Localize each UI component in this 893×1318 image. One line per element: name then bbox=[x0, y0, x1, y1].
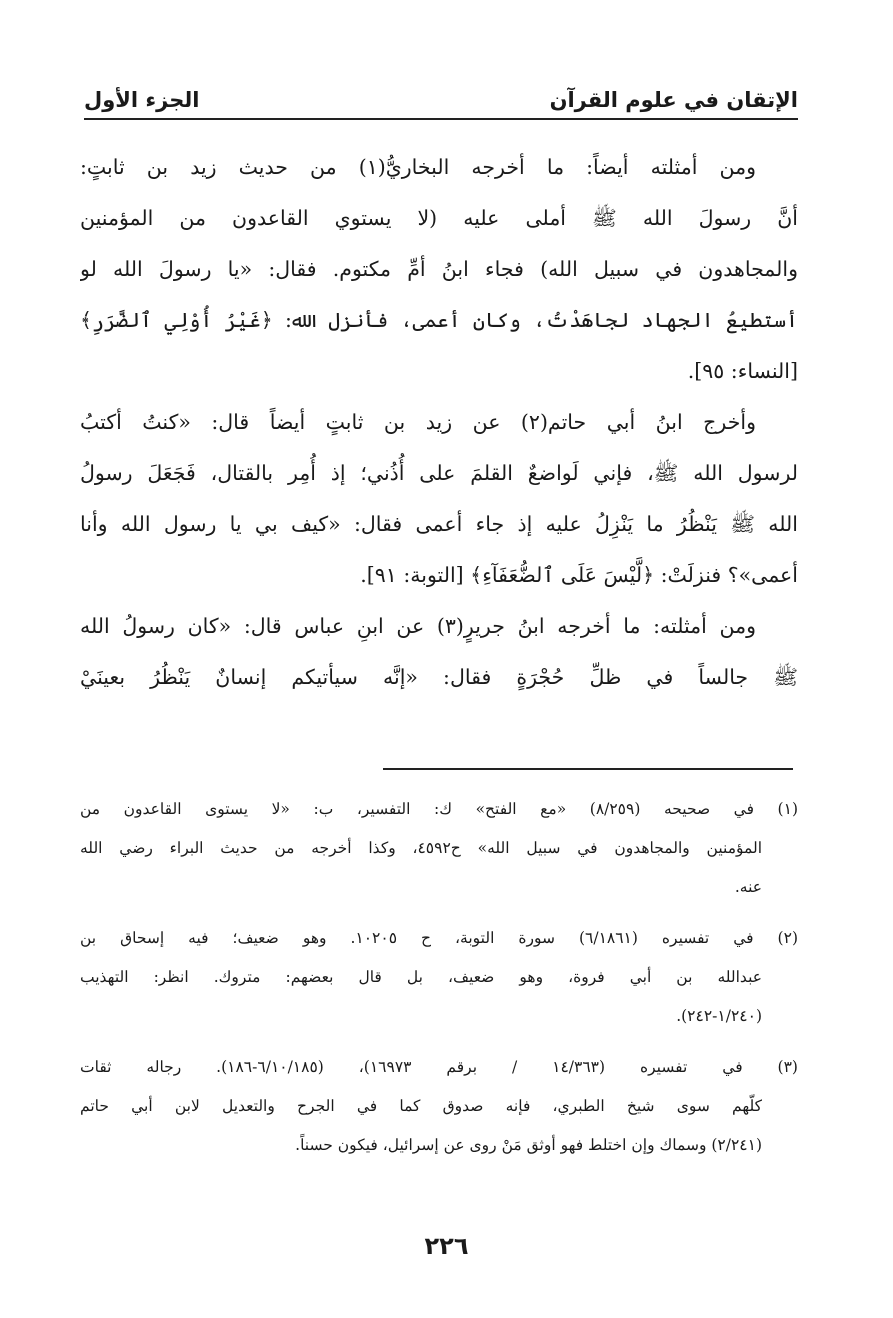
text-line: لرسول الله ﷺ، فإني لَواضعٌ القلمَ على أُذُني؛ إذ أُمِر بالقتال، فَجَعَلَ رسولُ bbox=[80, 461, 798, 485]
text-line: ﷺ جالساً في ظلِّ حُجْرَةٍ فقال: «إنَّه سيأتيكم إنسانٌ يَنْظُرُ بعينَيْ bbox=[80, 665, 798, 689]
footnote-line: (٢/٢٤١) وسماك وإن اختلط فهو أوثق مَنْ روى عن إسرائيل، فيكون حسناً. bbox=[295, 1136, 762, 1154]
text-line: أنَّ رسولَ الله ﷺ أملى عليه (لا يستوي القاعدون من المؤمنين bbox=[80, 206, 798, 230]
text-line: [النساء: ٩٥]. bbox=[687, 359, 798, 383]
footnotes bbox=[80, 790, 798, 1165]
text-line: وأخرج ابنُ أبي حاتم(٢) عن زيد بن ثابتٍ أيضاً قال: «كنتُ أكتبُ bbox=[80, 410, 756, 434]
footnote-separator bbox=[383, 768, 793, 770]
page-number: ٢٢٦ bbox=[424, 1232, 469, 1260]
text-line: أعمى»؟ فنزلَتْ: ﴿لَّيْسَ عَلَى ٱلضُّعَفَآءِ﴾ [التوبة: ٩١]. bbox=[360, 563, 798, 587]
running-header bbox=[84, 70, 798, 120]
text-line: والمجاهدون في سبيل الله) فجاء ابنُ أمِّ مكتوم. فقال: «يا رسولَ الله لو bbox=[80, 257, 798, 281]
footnote-line: عبدالله بن أبي فروة، وهو ضعيف، بل قال بعضهم: متروك. انظر: التهذيب bbox=[80, 968, 762, 986]
footnote-line: كلّهم سوى شيخ الطبري، فإنه صدوق كما في الجرح والتعديل لابن أبي حاتم bbox=[80, 1097, 762, 1115]
main-text bbox=[80, 142, 798, 703]
book-title: الإتقان في علوم القرآن bbox=[549, 88, 798, 112]
footnote-line: (١) في صحيحه (٨/٢٥٩) «مع الفتح» ك: التفسير، ب: «لا يستوى القاعدون من bbox=[80, 800, 798, 818]
footnote-line: عنه. bbox=[734, 878, 762, 896]
footnote-line: (٣) في تفسيره (١٤/٣٦٣ / برقم ١٦٩٧٣)، (٦/١٠/١٨٥-١٨٦). رجاله ثقات bbox=[80, 1058, 798, 1076]
text-line: ومن أمثلته أيضاً: ما أخرجه البخاريُّ(١) من حديث زيد بن ثابتٍ: bbox=[80, 155, 756, 179]
text-line: الله ﷺ يَنْظُرُ ما يَنْزِلُ عليه إذ جاء أعمى فقال: «كيف بي يا رسول الله وأنا bbox=[80, 512, 798, 536]
footnote-line: (١/٢٤٠-٢٤٢). bbox=[676, 1007, 762, 1025]
footnote-line: (٢) في تفسيره (٦/١٨٦١) سورة التوبة، ح ١٠٢٠٥. وهو ضعيف؛ فيه إسحاق بن bbox=[80, 929, 798, 947]
volume-label: الجزء الأول bbox=[84, 88, 200, 112]
footnote-line: المؤمنين والمجاهدون في سبيل الله» ح٤٥٩٢، وكذا أخرجه من حديث البراء رضي الله bbox=[80, 839, 762, 857]
text-line: أستطيعُ الجهاد لجاهَدْتُ، وكان أعمى، فأنزل الله: ﴿غَيْرُ أُوْلِي ٱلضَّرَرِ﴾ bbox=[80, 308, 798, 332]
text-line: ومن أمثلته: ما أخرجه ابنُ جريرٍ(٣) عن ابنِ عباس قال: «كان رسولُ الله bbox=[80, 614, 757, 638]
